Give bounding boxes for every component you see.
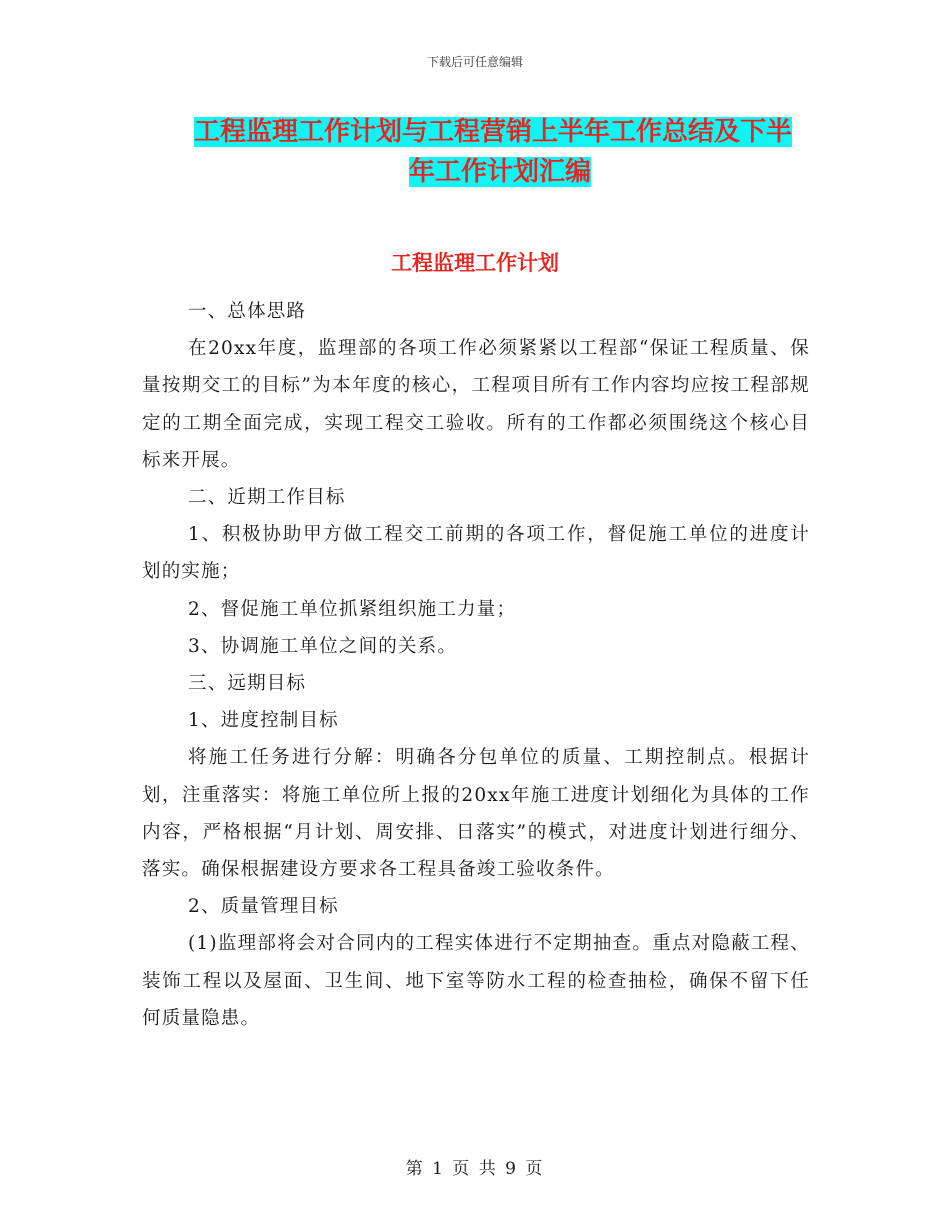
paragraph-quality-management-1: (1)监理部将会对合同内的工程实体进行不定期抽查。重点对隐蔽工程、装饰工程以及屋面、卫生间、地下室等防水工程的检查抽检，确保不留下任何质量隐患。 (142, 933, 810, 1029)
paragraph-near-term-goal-1: 1、积极协助甲方做工程交工前期的各项工作，督促施工单位的进度计划的实施； (142, 524, 810, 583)
section-title: 工程监理工作计划 (391, 251, 559, 275)
page-header-note: 下载后可任意编辑 (426, 55, 523, 69)
document-body (142, 293, 810, 1037)
paragraph-near-term-goal-2: 2、督促施工单位抓紧组织施工力量； (188, 598, 517, 620)
heading-overall-idea: 一、总体思路 (188, 301, 307, 322)
document-title-line-1 (190, 112, 810, 152)
heading-near-term-goals: 二、近期工作目标 (188, 487, 346, 509)
heading-progress-control: 1、进度控制目标 (188, 710, 339, 732)
title-highlight-2: 年工作计划汇编 (408, 157, 591, 187)
paragraph-near-term-goal-3: 3、协调施工单位之间的关系。 (188, 635, 458, 657)
document-title (190, 112, 810, 192)
title-highlight-1: 工程监理工作计划与工程营销上半年工作总结及下半 (194, 117, 793, 147)
document-title-line-2 (190, 152, 810, 192)
paragraph-overall-idea: 在20xx年度，监理部的各项工作必须紧紧以工程部“保证工程质量、保量按期交工的目标”为本年度的核心，工程项目所有工作内容均应按工程部规定的工期全面完成，实现工程交工验收。所有的工作都必须围绕这个核心目标来开展。 (142, 338, 810, 471)
heading-quality-management: 2、质量管理目标 (188, 896, 339, 918)
page-number: 第 1 页 共 9 页 (405, 1159, 545, 1179)
heading-long-term-goals: 三、远期目标 (188, 673, 307, 695)
paragraph-progress-control: 将施工任务进行分解：明确各分包单位的质量、工期控制点。根据计划，注重落实：将施工单位所上报的20xx年施工进度计划细化为具体的工作内容，严格根据“月计划、周安排、日落实”的模式，对进度计划进行细分、落实。确保根据建设方要求各工程具备竣工验收条件。 (142, 747, 810, 881)
